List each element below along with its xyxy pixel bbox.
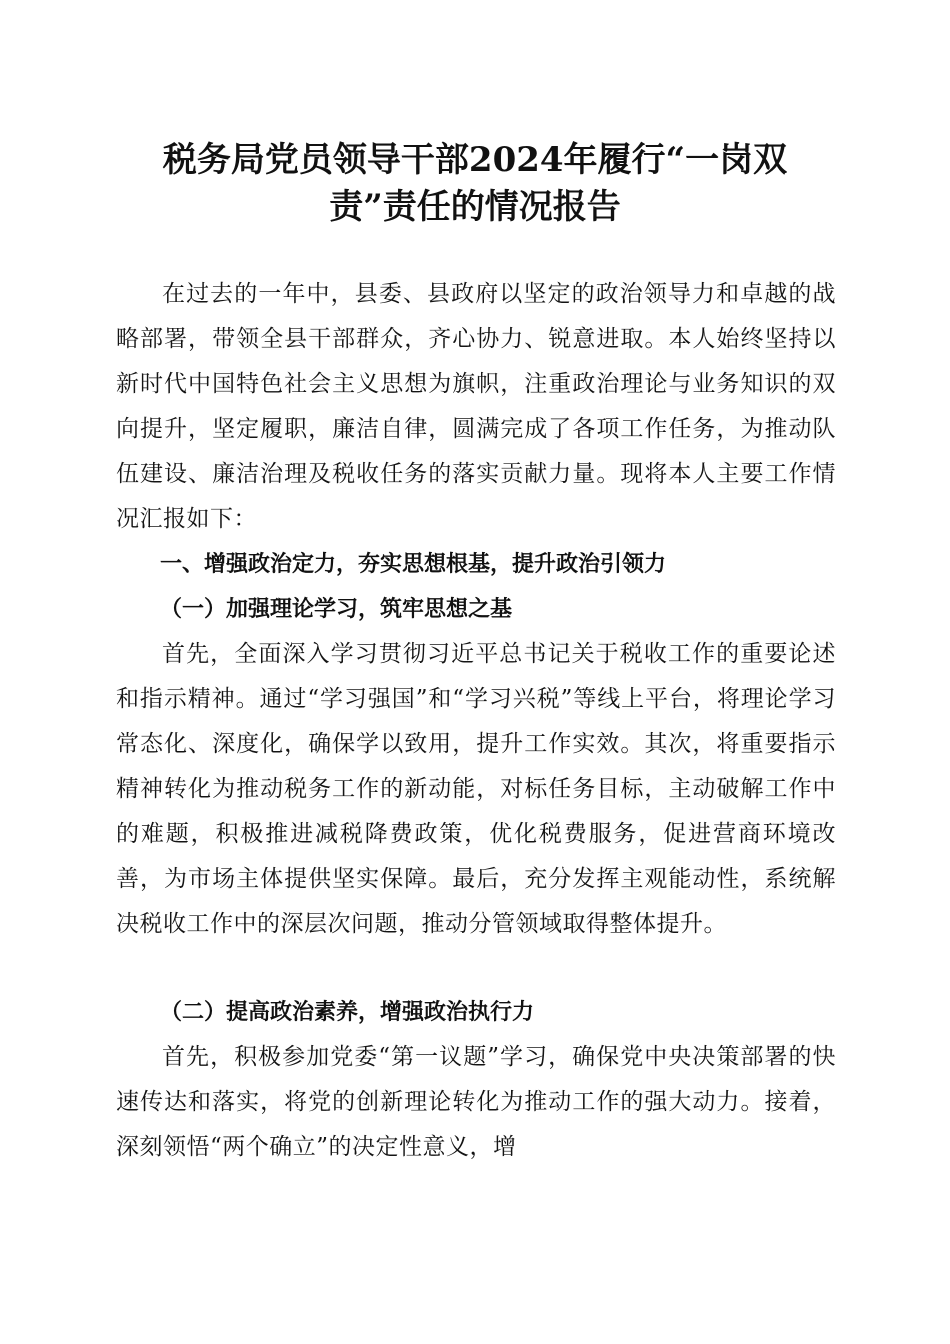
subsection-1-heading: （一）加强理论学习，筑牢思想之基	[160, 596, 513, 622]
document-title-line-1: 税务局党员领导干部2024年履行“一岗双	[162, 140, 788, 180]
section-1-heading: 一、增强政治定力，夯实思想根基，提升政治引领力	[160, 552, 667, 577]
subsection-1-paragraph: 首先，全面深入学习贯彻习近平总书记关于税收工作的重要论述和指示精神。通过“学习强国”和“学习兴税”等线上平台，将理论学习常态化、深度化，确保学以致用，提升工作实效。其次，将重要指示精神转化为推动税务工作的新动能，对标任务目标，主动破解工作中的难题，积极推进减税降费政策，优化税费服务，促进营商环境改善，为市场主体提供坚实保障。最后，充分发挥主观能动性，系统解决税收工作中的深层次问题，推动分管领域取得整体提升。	[116, 641, 836, 937]
document-title-line-2: 责”责任的情况报告	[329, 187, 621, 227]
subsection-2-heading: （二）提高政治素养，增强政治执行力	[160, 999, 535, 1025]
intro-paragraph: 在过去的一年中，县委、县政府以坚定的政治领导力和卓越的战略部署，带领全县干部群众，齐心协力、锐意进取。本人始终坚持以新时代中国特色社会主义思想为旗帜，注重政治理论与业务知识的双向提升，坚定履职，廉洁自律，圆满完成了各项工作任务，为推动队伍建设、廉洁治理及税收任务的落实贡献力量。现将本人主要工作情况汇报如下：	[116, 281, 836, 532]
subsection-2-paragraph: 首先，积极参加党委“第一议题”学习，确保党中央决策部署的快速传达和落实，将党的创新理论转化为推动工作的强大动力。接着，深刻领悟“两个确立”的决定性意义，增	[116, 1044, 836, 1160]
